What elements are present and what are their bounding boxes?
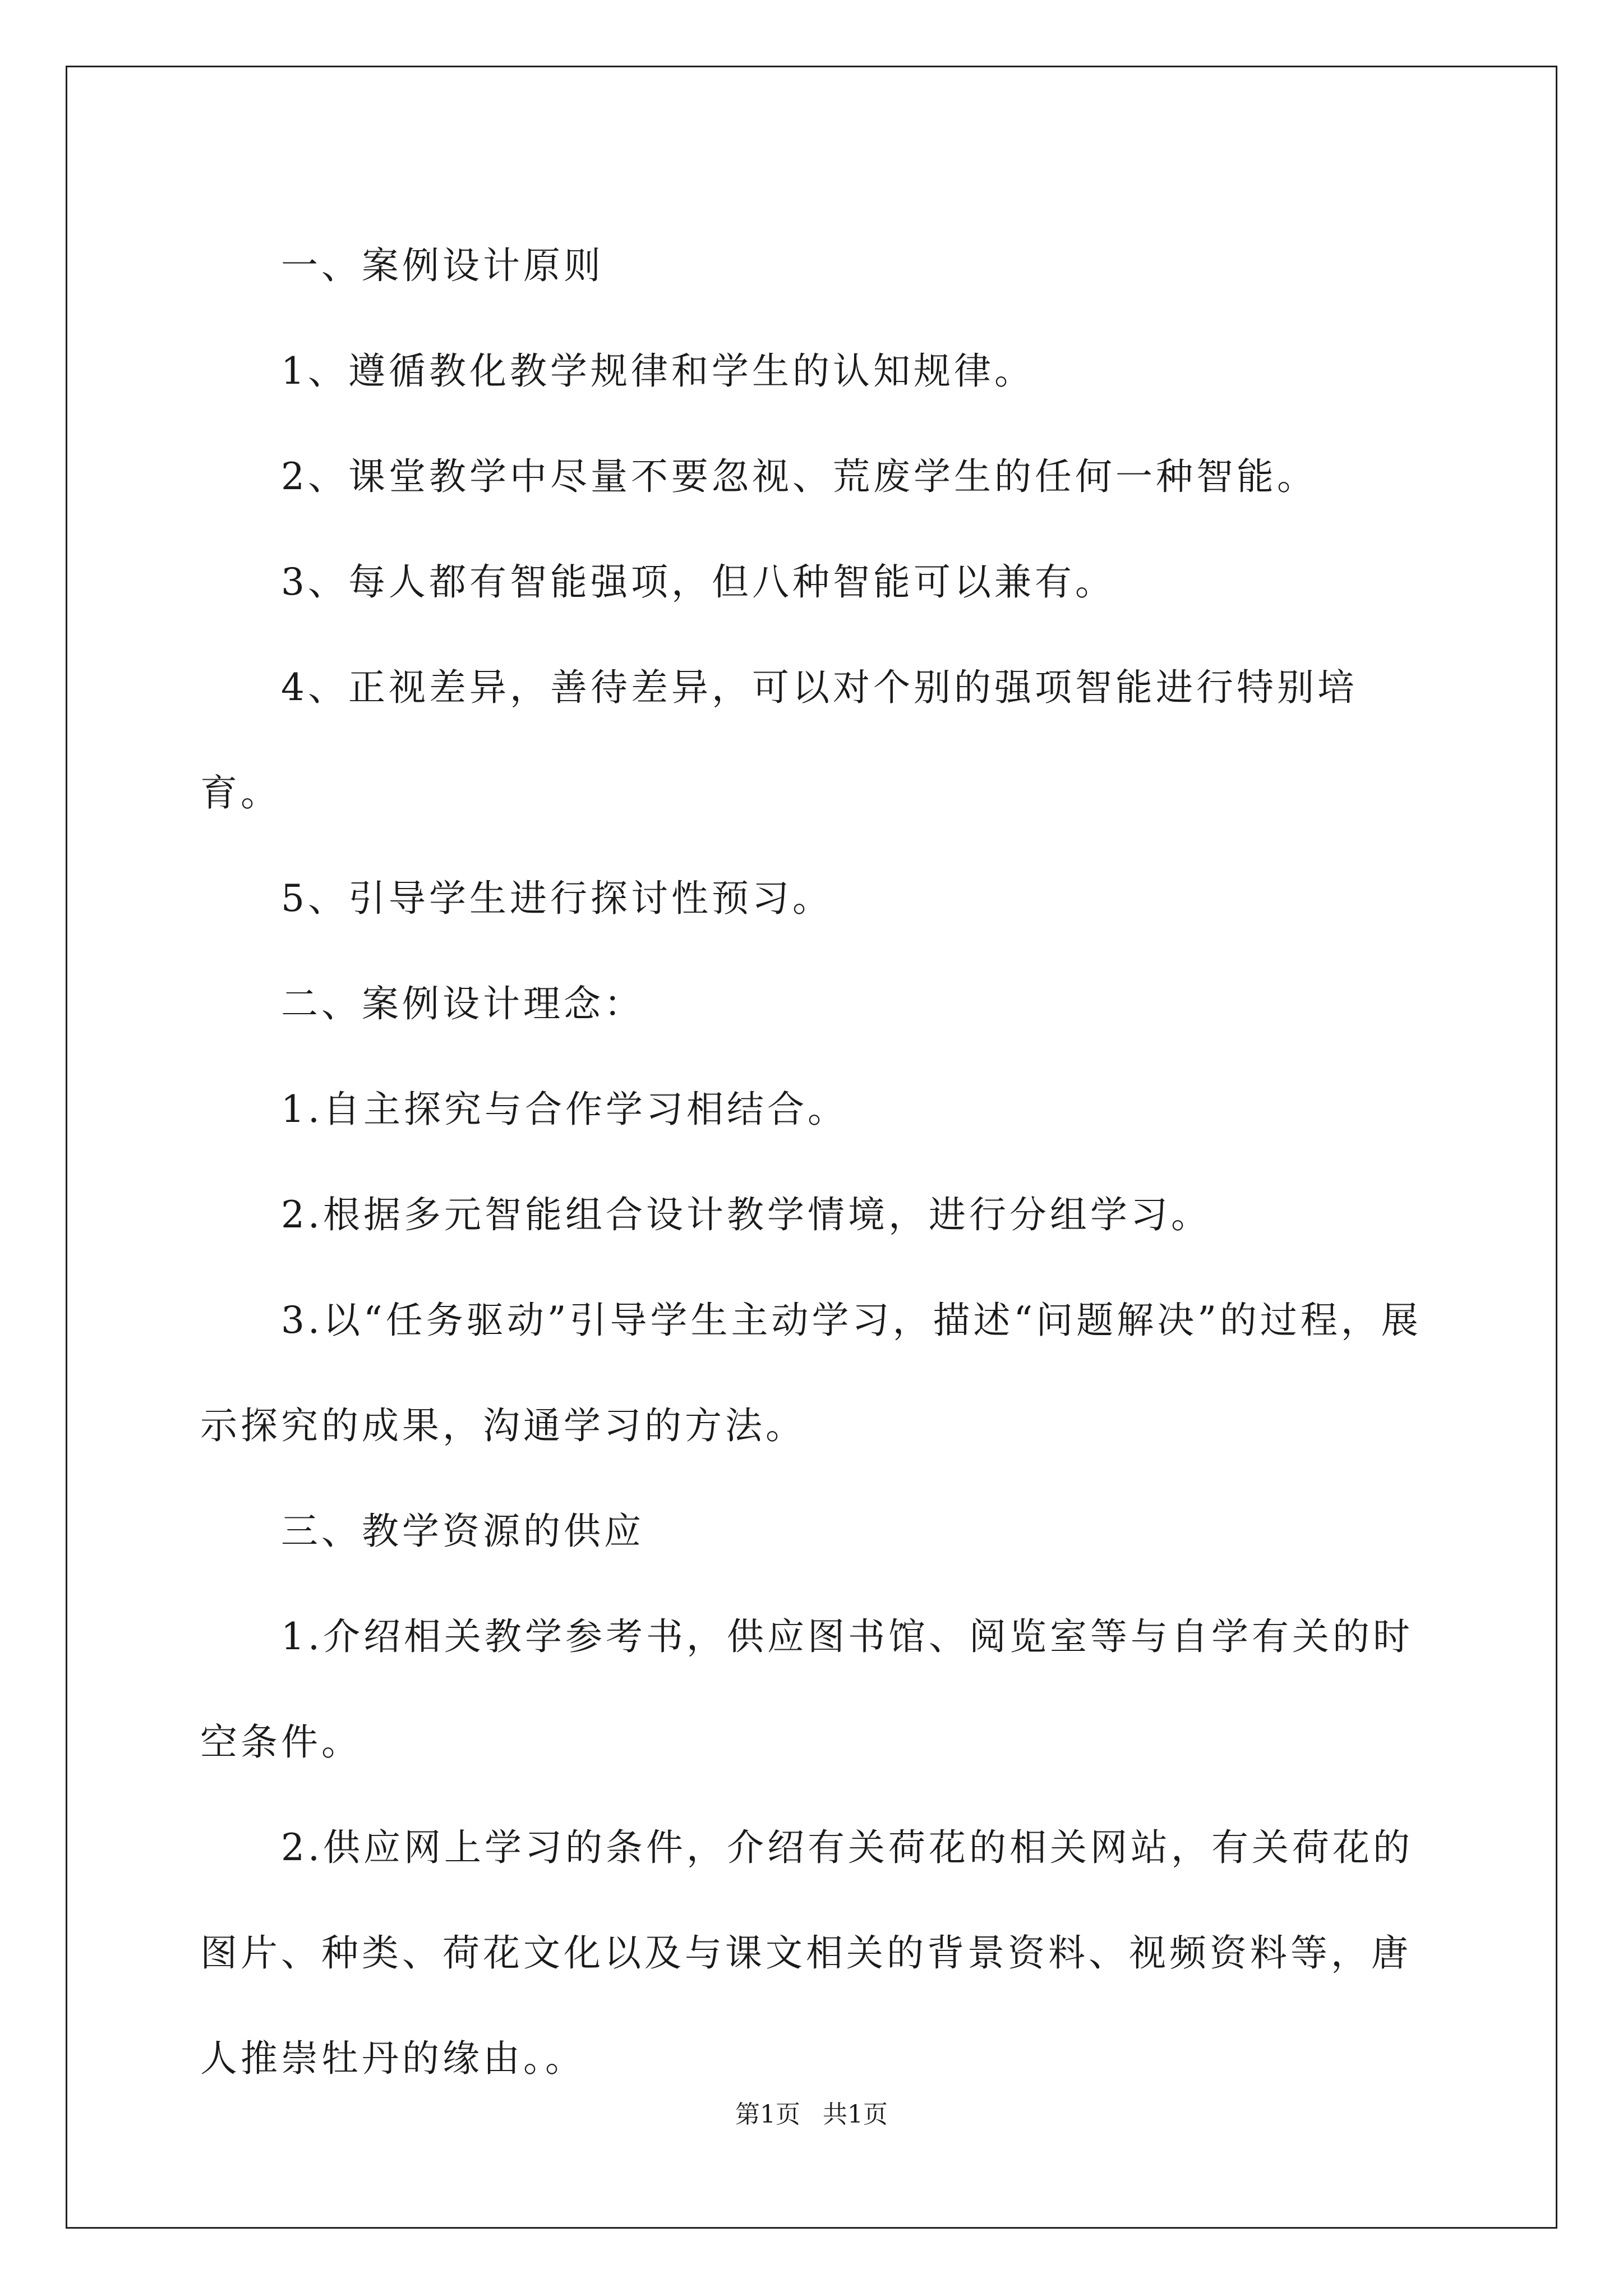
paragraph: 1.自主探究与合作学习相结合。 xyxy=(281,1088,848,1131)
paragraph: 3、每人都有智能强项，但八种智能可以兼有。 xyxy=(281,560,1115,604)
paragraph: 3.以“任务驱动”引导学生主动学习，描述“问题解决”的过程，展示探究的成果，沟通学习的方法。 xyxy=(200,1299,1422,1447)
paragraph: 4、正视差异，善待差异，可以对个别的强项智能进行特别培育。 xyxy=(200,666,1358,815)
paragraph: 5、引导学生进行探讨性预习。 xyxy=(281,877,833,920)
paragraph: 2.根据多元智能组合设计教学情境，进行分组学习。 xyxy=(281,1193,1211,1236)
paragraph: 1.介绍相关教学参考书，供应图书馆、阅览室等与自学有关的时空条件。 xyxy=(200,1615,1413,1764)
page-footer xyxy=(0,2098,1623,2132)
page-total: 共1页 xyxy=(823,2100,888,2129)
page-number: 第1页 xyxy=(735,2100,800,2129)
section-heading-concepts: 二、案例设计理念： xyxy=(281,982,644,1025)
document-body xyxy=(200,213,1431,2111)
paragraph: 1、遵循教化教学规律和学生的认知规律。 xyxy=(281,349,1035,393)
paragraph: 2、课堂教学中尽量不要忽视、荒废学生的任何一种智能。 xyxy=(281,455,1317,498)
section-heading-resources: 三、教学资源的供应 xyxy=(281,1510,644,1553)
section-heading-principles: 一、案例设计原则 xyxy=(281,244,604,287)
paragraph: 2.供应网上学习的条件，介绍有关荷花的相关网站，有关荷花的图片、种类、荷花文化以及与课文相关的背景资料、视频资料等，唐人推崇牡丹的缘由。。 xyxy=(200,1826,1413,2080)
